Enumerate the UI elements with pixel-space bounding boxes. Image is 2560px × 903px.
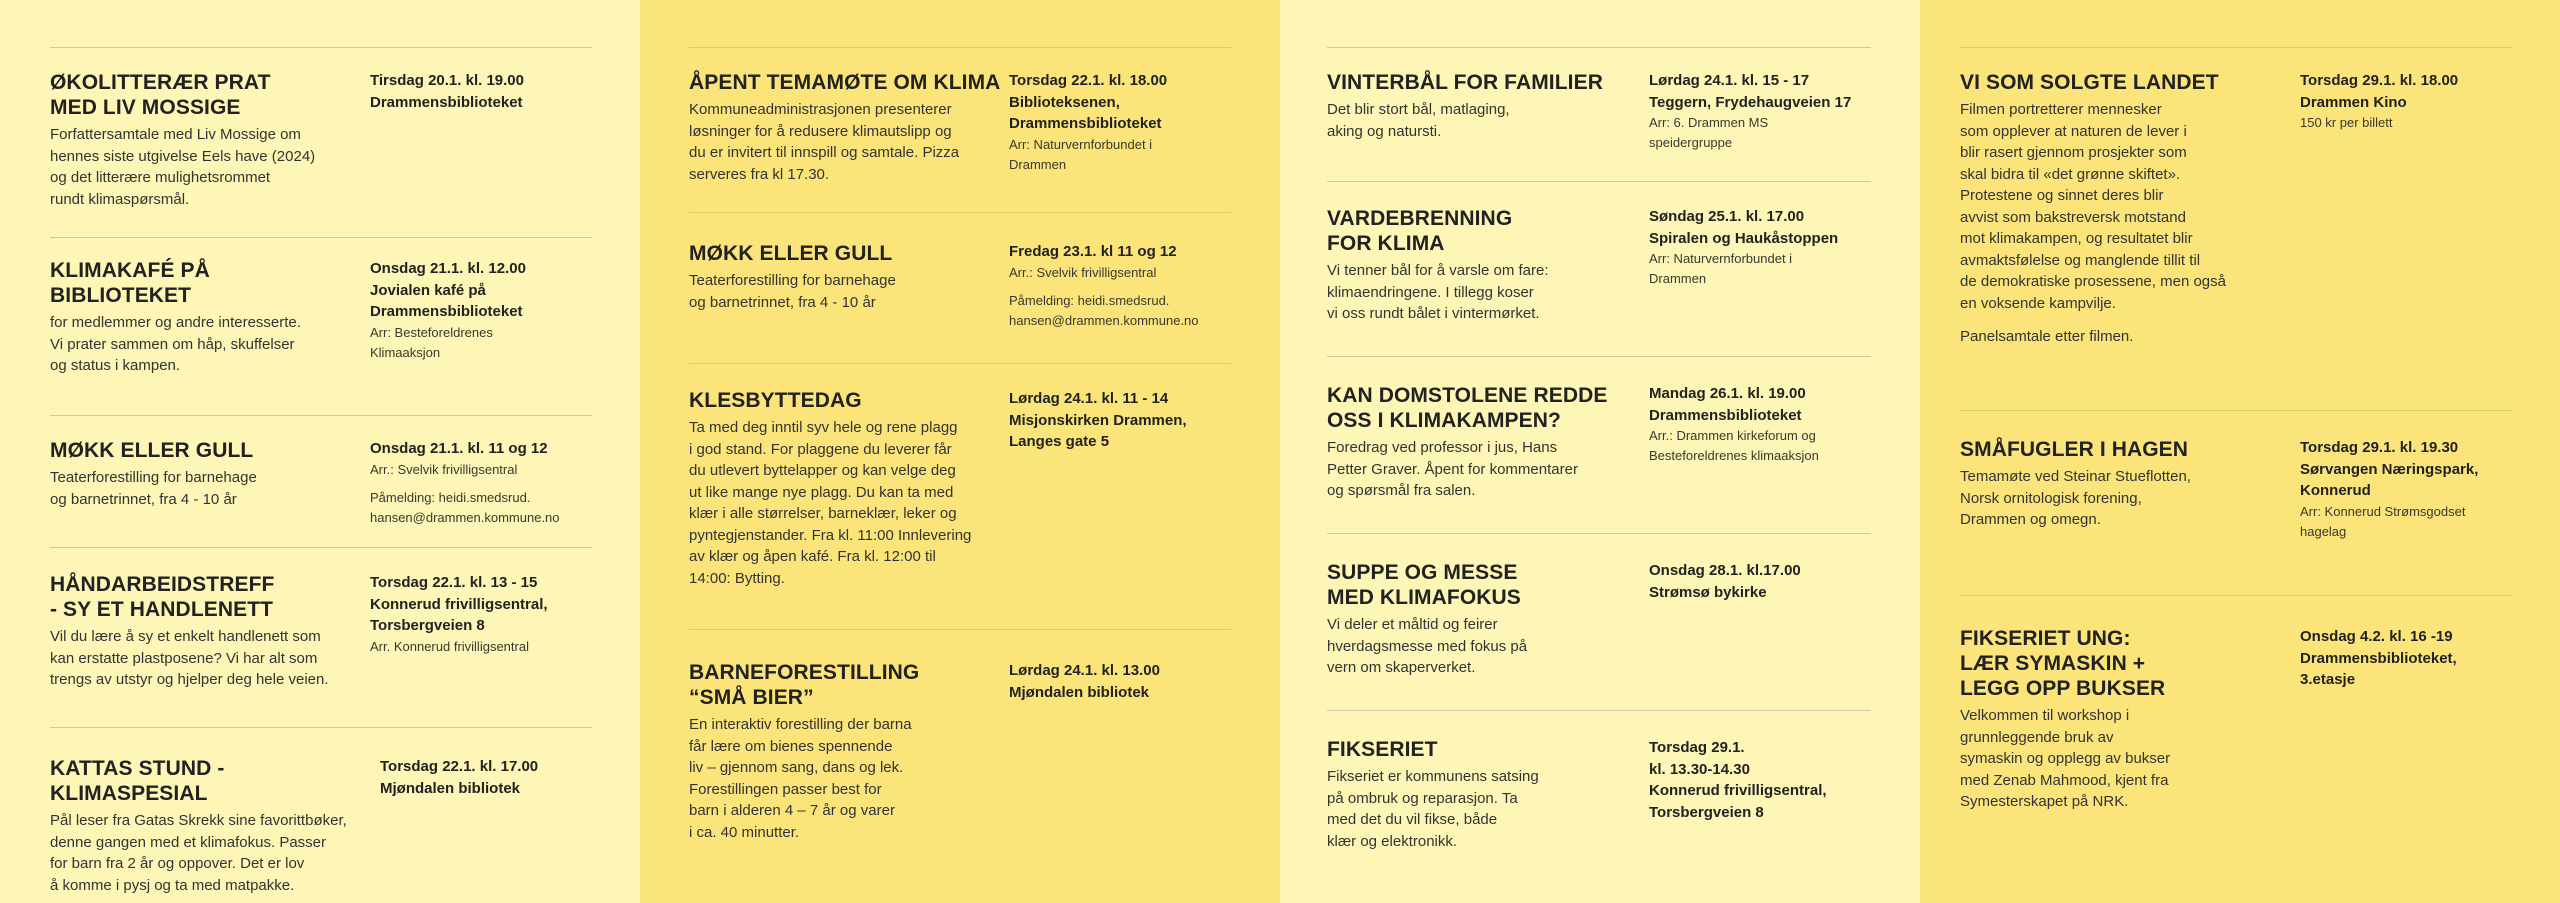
- event-text: [1327, 206, 1647, 356]
- event-text: [689, 388, 1009, 629]
- event-venue: Sørvangen Næringspark, Konnerud: [2300, 460, 2479, 499]
- event-description: En interaktiv forestilling der barna får lære om bienes spennende liv – gjennom sang, dans og lek. Forestillingen passer best for barn i alderen 4 – 7 år og varer i ca. 40 minutter.: [689, 716, 912, 841]
- event-title: BARNEFORESTILLING “SMÅ BIER”: [689, 661, 920, 709]
- event-description: Ta med deg inntil syv hele og rene plagg i god stand. For plaggene du leverer får du utlevert byttelapper og kan velge deg ut like mange nye plagg. Du kan ta med klær i alle størrelser, barneklær, leker og pyntegjenstander. Fra kl. 11:00 Innlevering av klær og åpen kafé. Fra kl. 12:00 til 14:00: Bytting.: [689, 419, 972, 587]
- event-title: FIKSERIET: [1327, 738, 1438, 761]
- event-date: Torsdag 22.1. kl. 13 - 15: [370, 574, 538, 591]
- event-description: Foredrag ved professor i jus, Hans Petter Graver. Åpent for kommentarer og spørsmål fra salen.: [1327, 439, 1578, 499]
- event-text: [50, 258, 370, 415]
- event-details: [1649, 560, 1871, 710]
- event-date: Mandag 26.1. kl. 19.00: [1649, 385, 1806, 402]
- event-vi-som-solgte-landet: [1960, 47, 2512, 410]
- event-text: [1960, 437, 2300, 595]
- event-date: Torsdag 29.1. kl. 13.30-14.30: [1649, 739, 1750, 778]
- event-text: [1327, 560, 1647, 710]
- event-text: [50, 438, 370, 547]
- event-date: Onsdag 21.1. kl. 12.00: [370, 260, 526, 277]
- event-description: for medlemmer og andre interesserte. Vi prater sammen om håp, skuffelser og status i kampen.: [50, 314, 301, 374]
- event-details: [1649, 737, 1871, 860]
- event-title: SUPPE OG MESSE MED KLIMAFOKUS: [1327, 561, 1521, 609]
- event-note: Panelsamtale etter filmen.: [1960, 328, 2134, 345]
- event-date: Onsdag 4.2. kl. 16 -19: [2300, 628, 2453, 645]
- event-text: [1327, 70, 1647, 181]
- event-venue: Konnerud frivilligsentral, Torsbergveien 8: [370, 595, 548, 634]
- column-2: [640, 0, 1280, 903]
- event-text: [689, 660, 1009, 849]
- event-description: Fikseriet er kommunens satsing på ombruk og reparasjon. Ta med det du vil fikse, både klær og elektronikk.: [1327, 768, 1539, 850]
- event-apent-temamote: [689, 47, 1231, 212]
- event-description: Teaterforestilling for barnehage og barnetrinnet, fra 4 - 10 år: [689, 272, 896, 311]
- event-description: Temamøte ved Steinar Stueflotten, Norsk ornitologisk forening, Drammen og omegn.: [1960, 468, 2191, 528]
- event-description: Filmen portretterer mennesker som opplever at naturen de lever i blir rasert gjennom prosjekter som skal bidra til «det grønne skiftet». Protestene og sinnet deres blir avvist som bakstreversk motstand mot klimakampen, og resultatet blir avmaktsfølelse og manglende tillit til de demokratiske prosessene, men også en voksende kampvilje.: [1960, 101, 2226, 312]
- event-date: Onsdag 21.1. kl. 11 og 12: [370, 440, 548, 457]
- event-organizer: Arr: Naturvernforbundet i Drammen: [1009, 136, 1153, 172]
- event-date: Lørdag 24.1. kl. 13.00: [1009, 662, 1160, 679]
- event-organizer: Arr.: Drammen kirkeforum og Besteforeldrenes klimaaksjon: [1649, 428, 1819, 463]
- event-details: [370, 572, 592, 727]
- event-okolitteraer-prat: [50, 47, 592, 237]
- event-details: [1649, 206, 1871, 356]
- event-date: Torsdag 29.1. kl. 19.30: [2300, 439, 2459, 456]
- event-organizer: Arr. Konnerud frivilligsentral: [370, 638, 529, 654]
- event-venue: Drammen Kino: [2300, 93, 2407, 111]
- event-details: [1009, 70, 1231, 212]
- event-title: VI SOM SOLGTE LANDET: [1960, 71, 2219, 94]
- event-details: [370, 438, 592, 547]
- event-venue: Biblioteksenen, Drammensbiblioteket: [1009, 93, 1162, 132]
- event-organizer: Arr.: Svelvik frivilligsentral: [370, 461, 518, 477]
- event-title: KLESBYTTEDAG: [689, 389, 862, 412]
- event-text: [1327, 383, 1647, 533]
- event-text: [50, 70, 370, 237]
- event-title: MØKK ELLER GULL: [689, 242, 893, 265]
- event-price: 150 kr per billett: [2300, 115, 2393, 130]
- event-organizer: Arr.: Svelvik frivilligsentral: [1009, 264, 1157, 280]
- event-details: [380, 756, 592, 877]
- event-date: Lørdag 24.1. kl. 15 - 17: [1649, 72, 1810, 89]
- event-vinterbal: [1327, 47, 1871, 181]
- event-details: [2300, 437, 2512, 595]
- column-1: [0, 0, 640, 903]
- event-details: [1649, 383, 1871, 533]
- event-details: [1649, 70, 1871, 181]
- event-organizer: Arr: 6. Drammen MS speidergruppe: [1649, 115, 1769, 150]
- event-details: [370, 70, 592, 237]
- event-date: Tirsdag 20.1. kl. 19.00: [370, 72, 524, 89]
- event-venue: Drammensbiblioteket, 3.etasje: [2300, 649, 2457, 688]
- event-registration: Påmelding: heidi.smedsrud. hansen@drammen.kommune.no: [1009, 292, 1199, 328]
- event-text: [50, 572, 370, 727]
- event-text: [50, 756, 380, 894]
- event-fikseriet-ung: [1960, 595, 2512, 810]
- column-3: [1280, 0, 1920, 903]
- event-title: MØKK ELLER GULL: [50, 439, 254, 462]
- event-description: Teaterforestilling for barnehage og barnetrinnet, fra 4 - 10 år: [50, 469, 257, 508]
- event-venue: Misjonskirken Drammen, Langes gate 5: [1009, 411, 1187, 450]
- event-organizer: Arr: Konnerud Strømsgodset hagelag: [2300, 503, 2466, 539]
- event-klesbyttedag: [689, 363, 1231, 629]
- event-description: Pål leser fra Gatas Skrekk sine favorittbøker, denne gangen med et klimafokus. Passer for barn fra 2 år og oppover. Det er lov å komme i pysj og ta med matpakke.: [50, 812, 347, 894]
- event-description: Vi deler et måltid og feirer hverdagsmesse med fokus på vern om skaperverket.: [1327, 616, 1528, 676]
- event-date: Torsdag 22.1. kl. 17.00: [380, 758, 539, 775]
- event-venue: Drammensbiblioteket: [1649, 406, 1802, 424]
- event-organizer: Arr: Besteforeldrenes Klimaaksjon: [370, 324, 493, 360]
- event-venue: Jovialen kafé på Drammensbiblioteket: [370, 281, 523, 320]
- event-venue: Teggern, Frydehaugveien 17: [1649, 93, 1852, 111]
- event-domstolene: [1327, 356, 1871, 533]
- event-title: KAN DOMSTOLENE REDDE OSS I KLIMAKAMPEN?: [1327, 384, 1608, 432]
- event-barneforestilling: [689, 629, 1231, 849]
- event-organizer: Arr: Naturvernforbundet i Drammen: [1649, 251, 1793, 286]
- event-mokk-eller-gull: [50, 415, 592, 547]
- event-fikseriet: [1327, 710, 1871, 860]
- event-handarbeidstreff: [50, 547, 592, 727]
- event-details: [370, 258, 592, 415]
- event-details: [2300, 70, 2512, 410]
- event-details: [1009, 388, 1231, 629]
- event-title: VARDEBRENNING FOR KLIMA: [1327, 207, 1513, 255]
- event-details: [1009, 241, 1231, 363]
- event-date: Torsdag 22.1. kl. 18.00: [1009, 72, 1168, 89]
- event-text: [1960, 70, 2300, 410]
- event-venue: Spiralen og Haukåstoppen: [1649, 229, 1839, 247]
- event-venue: Konnerud frivilligsentral, Torsbergveien 8: [1649, 782, 1827, 821]
- event-title: HÅNDARBEIDSTREFF - SY ET HANDLENETT: [50, 573, 275, 621]
- event-venue: Mjøndalen bibliotek: [380, 779, 521, 797]
- event-text: [1960, 626, 2300, 810]
- event-title: ÅPENT TEMAMØTE OM KLIMA: [689, 71, 1001, 94]
- event-klimakafe: [50, 237, 592, 415]
- event-details: [1009, 660, 1231, 849]
- event-title: SMÅFUGLER I HAGEN: [1960, 438, 2189, 461]
- event-date: Lørdag 24.1. kl. 11 - 14: [1009, 390, 1169, 407]
- event-title: VINTERBÅL FOR FAMILIER: [1327, 71, 1603, 94]
- event-title: KATTAS STUND - KLIMASPESIAL: [50, 757, 225, 805]
- column-4: [1920, 0, 2560, 903]
- event-description: Det blir stort bål, matlaging, aking og natursti.: [1327, 101, 1510, 140]
- event-description: Vi tenner bål for å varsle om fare: klimaendringene. I tillegg koser vi oss rundt bålet i vintermørket.: [1327, 262, 1549, 322]
- event-description: Kommuneadministrasjonen presenterer løsninger for å redusere klimautslipp og du er invitert til innspill og samtale. Pizza serveres fra kl 17.30.: [689, 101, 960, 183]
- event-description: Vil du lære å sy et enkelt handlenett som kan erstatte plastposene? Vi har alt som trengs av utstyr og hjelper deg hele veien.: [50, 628, 329, 688]
- event-mokk-eller-gull-2: [689, 212, 1231, 363]
- event-venue: Mjøndalen bibliotek: [1009, 683, 1150, 701]
- event-title: FIKSERIET UNG: LÆR SYMASKIN + LEGG OPP BUKSER: [1960, 627, 2166, 700]
- event-description: Forfattersamtale med Liv Mossige om hennes siste utgivelse Eels have (2024) og det litterære mulighetsrommet rundt klimaspørsmål.: [50, 126, 316, 208]
- event-date: Onsdag 28.1. kl.17.00: [1649, 562, 1801, 579]
- event-registration: Påmelding: heidi.smedsrud. hansen@drammen.kommune.no: [370, 489, 560, 525]
- event-title: KLIMAKAFÉ PÅ BIBLIOTEKET: [50, 259, 210, 307]
- event-text: [689, 241, 1009, 363]
- event-suppe-og-messe: [1327, 533, 1871, 710]
- event-smafugler: [1960, 410, 2512, 595]
- event-venue: Drammensbiblioteket: [370, 93, 523, 111]
- event-vardebrenning: [1327, 181, 1871, 356]
- event-text: [689, 70, 1009, 212]
- event-text: [1327, 737, 1647, 860]
- event-venue: Strømsø bykirke: [1649, 583, 1767, 601]
- event-date: Søndag 25.1. kl. 17.00: [1649, 208, 1805, 225]
- event-kattas-stund: [50, 727, 592, 894]
- event-description: Velkommen til workshop i grunnleggende bruk av symaskin og opplegg av bukser med Zenab Mahmood, kjent fra Symesterskapet på NRK.: [1960, 707, 2171, 810]
- event-details: [2300, 626, 2512, 795]
- event-date: Fredag 23.1. kl 11 og 12: [1009, 243, 1177, 260]
- event-title: ØKOLITTERÆR PRAT MED LIV MOSSIGE: [50, 71, 271, 119]
- event-date: Torsdag 29.1. kl. 18.00: [2300, 72, 2459, 89]
